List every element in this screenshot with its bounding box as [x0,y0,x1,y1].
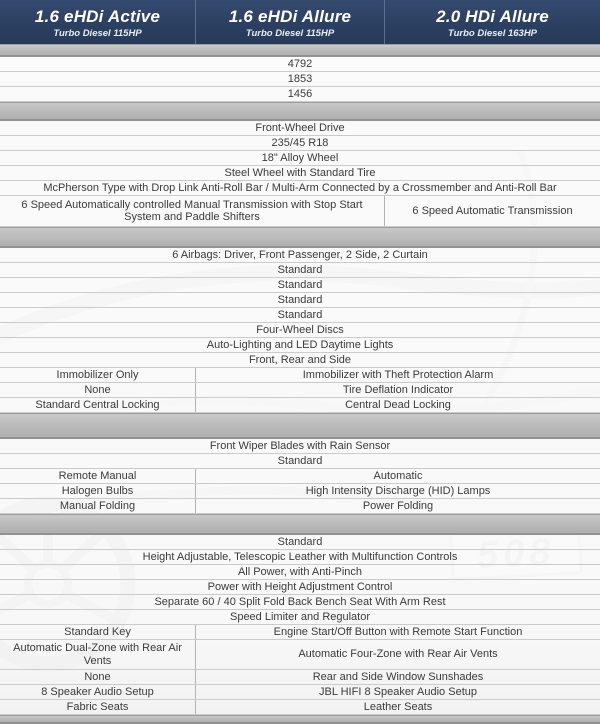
spec-row [0,323,600,338]
spec-value-all-models: Speed Limiter and Regulator [229,610,371,623]
spec-value-all-models: Separate 60 / 40 Split Fold Back Bench Seat With Arm Rest [154,595,446,608]
spec-row [0,625,600,640]
spec-value-all-models: Auto-Lighting and LED Daytime Lights [206,338,394,351]
section-spacer [0,102,600,121]
spec-row [0,353,600,368]
section-spacer [0,715,600,724]
spec-value-all-models: Four-Wheel Discs [256,323,344,336]
spec-row [0,151,600,166]
trim-title: 2.0 HDi Allure [436,6,549,26]
spec-row [0,338,600,353]
spec-value-all-models: 1456 [287,87,313,100]
spec-row [0,293,600,308]
spec-row [0,383,600,398]
spec-value-left-models: Standard Central Locking [0,398,196,412]
section-spacer [0,413,600,439]
spec-value-all-models: Standard [277,308,323,321]
section-spacer [0,227,600,248]
spec-value-right-models: Rear and Side Window Sunshades [312,670,484,683]
trim-header-row [0,0,600,44]
spec-row [0,469,600,484]
spec-value-all-models: Steel Wheel with Standard Tire [224,166,376,179]
trim-subtitle: Turbo Diesel 115HP [245,27,335,39]
spec-row [0,57,600,72]
spec-row [0,72,600,87]
spec-value-left-models: Halogen Bulbs [0,484,196,498]
spec-value-all-models: Standard [277,278,323,291]
spec-row [0,565,600,580]
spec-row [0,499,600,514]
section-spacer [0,44,600,57]
trim-column-allure-16 [196,0,385,44]
spec-table-body [0,44,600,724]
spec-value-left-models: 6 Speed Automatically controlled Manual Transmission with Stop Start System and Paddle Shifters [0,196,385,226]
spec-row [0,181,600,196]
spec-value-all-models: 235/45 R18 [271,136,329,149]
spec-value-all-models: Standard [277,293,323,306]
spec-value-right-models: JBL HIFI 8 Speaker Audio Setup [319,685,477,698]
spec-row [0,248,600,263]
spec-value-right-models: Immobilizer with Theft Protection Alarm [302,368,494,381]
spec-row [0,700,600,715]
trim-title: 1.6 eHDi Allure [228,6,352,26]
trim-subtitle: Turbo Diesel 163HP [447,27,538,39]
spec-value-left-models: Remote Manual [0,469,196,483]
spec-value-right-models: High Intensity Discharge (HID) Lamps [305,484,491,497]
spec-value-all-models: Height Adjustable, Telescopic Leather with Multifunction Controls [142,550,458,563]
spec-value-right-models: Automatic [373,469,423,482]
spec-value-all-models: Front Wiper Blades with Rain Sensor [209,439,391,452]
spec-row [0,640,600,670]
spec-value-all-models: Standard [277,535,323,548]
spec-value-right-models: Automatic Four-Zone with Rear Air Vents [298,648,498,661]
spec-row [0,454,600,469]
spec-value-all-models: Front-Wheel Drive [255,121,345,134]
spec-value-all-models: Standard [277,263,323,276]
spec-value-all-models: 18" Alloy Wheel [261,151,339,164]
trim-column-allure-20 [385,0,600,44]
spec-value-left-models: Fabric Seats [0,700,196,714]
spec-row [0,278,600,293]
spec-value-all-models: Standard [277,454,323,467]
spec-value-all-models: McPherson Type with Drop Link Anti-Roll Bar / Multi-Arm Connected by a Crossmember and Anti-Roll Bar [43,181,557,194]
spec-value-right-models: Engine Start/Off Button with Remote Start Function [273,625,523,638]
spec-row [0,580,600,595]
spec-row [0,535,600,550]
spec-value-all-models: Front, Rear and Side [248,353,352,366]
spec-row [0,595,600,610]
spec-row [0,308,600,323]
spec-row [0,550,600,565]
spec-row [0,263,600,278]
trim-title: 1.6 eHDi Active [34,6,161,26]
spec-value-right-models: 6 Speed Automatic Transmission [412,204,573,217]
trim-column-active [0,0,196,44]
spec-value-all-models: 6 Airbags: Driver, Front Passenger, 2 Side, 2 Curtain [172,248,428,261]
spec-value-left-models: None [0,383,196,397]
spec-value-left-models: Automatic Dual-Zone with Rear Air Vents [0,640,196,669]
spec-value-left-models: None [0,670,196,684]
spec-value-left-models: Standard Key [0,625,196,639]
spec-value-all-models: Power with Height Adjustment Control [207,580,393,593]
spec-value-left-models: 8 Speaker Audio Setup [0,685,196,699]
spec-value-left-models: Immobilizer Only [0,368,196,382]
spec-row [0,484,600,499]
section-spacer [0,514,600,535]
spec-row [0,166,600,181]
spec-row [0,87,600,102]
spec-row [0,610,600,625]
spec-value-all-models: 4792 [287,57,313,70]
trim-subtitle: Turbo Diesel 115HP [53,27,142,39]
spec-row [0,685,600,700]
spec-value-all-models: 1853 [287,72,313,85]
spec-row [0,368,600,383]
spec-value-all-models: All Power, with Anti-Pinch [237,565,363,578]
spec-row [0,439,600,454]
spec-row [0,398,600,413]
spec-row [0,136,600,151]
spec-value-right-models: Central Dead Locking [345,398,451,411]
spec-value-right-models: Tire Deflation Indicator [342,383,454,396]
spec-value-left-models: Manual Folding [0,499,196,513]
spec-row [0,121,600,136]
spec-value-right-models: Leather Seats [363,700,433,713]
spec-value-right-models: Power Folding [362,499,434,512]
spec-row [0,670,600,685]
spec-row [0,196,600,227]
